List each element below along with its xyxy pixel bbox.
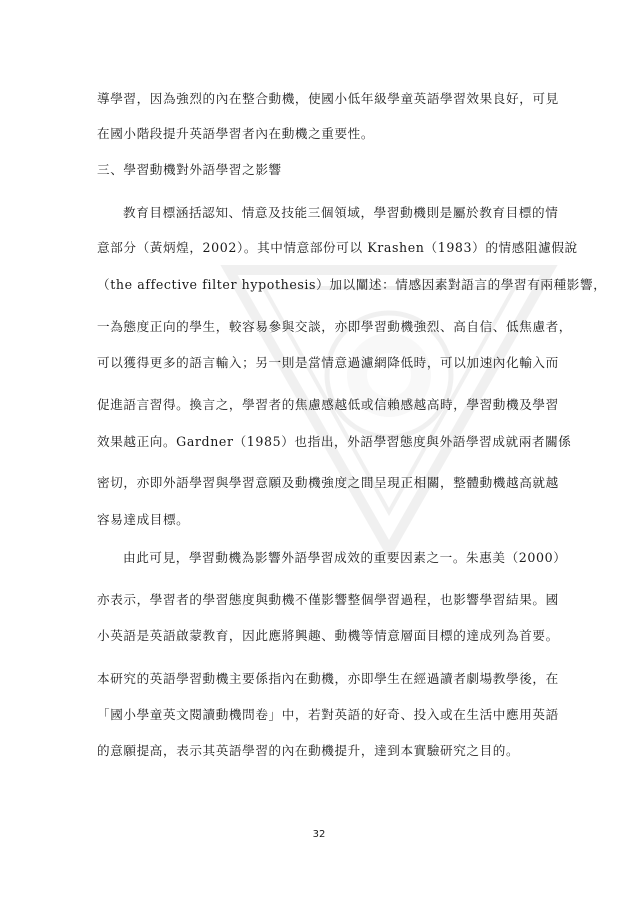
text-line-1: 導學習，因為強烈的內在整合動機，使國小低年級學童英語學習效果良好，可見: [97, 91, 559, 106]
text-line-13: 由此可見，學習動機為影響外語學習成效的重要因素之一。朱惠美（2000）: [123, 550, 567, 565]
text-line-14: 亦表示，學習者的學習態度與動機不僅影響整個學習過程，也影響學習結果。國: [97, 592, 559, 607]
text-line-10: 效果越正向。Gardner（1985）也指出，外語學習態度與外語學習成就兩者關係: [97, 434, 572, 449]
text-line-2: 在國小階段提升英語學習者內在動機之重要性。: [97, 126, 375, 141]
text-line-7: 一為態度正向的學生，較容易參與交談，亦即學習動機強烈、高自信、低焦慮者，: [97, 319, 572, 334]
section-heading: 三、學習動機對外語學習之影響: [97, 162, 282, 177]
text-line-17: 「國小學童英文閱讀動機問卷」中，若對英語的好奇、投入或在生活中應用英語: [97, 707, 559, 722]
text-line-4: 教育目標涵括認知、情意及技能三個領域，學習動機則是屬於教育目標的情: [123, 205, 559, 220]
text-line-12: 容易達成目標。: [97, 512, 190, 527]
text-line-6: （the affective filter hypothesis）加以闡述：情感因素對語言的學習有兩種影響，: [97, 277, 607, 292]
text-line-5: 意部分（黃炳煌，2002）。其中情意部份可以 Krashen（1983）的情感阻濾假說: [97, 240, 578, 255]
text-line-16: 本研究的英語學習動機主要係指內在動機，亦即學生在經過讀者劇場教學後，在: [97, 671, 559, 686]
text-line-18: 的意願提高，表示其英語學習的內在動機提升，達到本實驗研究之目的。: [97, 743, 520, 758]
text-line-15: 小英語是英語啟蒙教育，因此應將興趣、動機等情意層面目標的達成列為首要。: [97, 628, 559, 643]
text-line-11: 密切，亦即外語學習與學習意願及動機強度之間呈現正相關，整體動機越高就越: [97, 475, 559, 490]
page-number: 32: [312, 829, 326, 840]
text-line-9: 促進語言習得。換言之，學習者的焦慮感越低或信賴感越高時，學習動機及學習: [97, 397, 559, 412]
text-line-8: 可以獲得更多的語言輸入；另一則是當情意過濾網降低時，可以加速內化輸入而: [97, 355, 559, 370]
